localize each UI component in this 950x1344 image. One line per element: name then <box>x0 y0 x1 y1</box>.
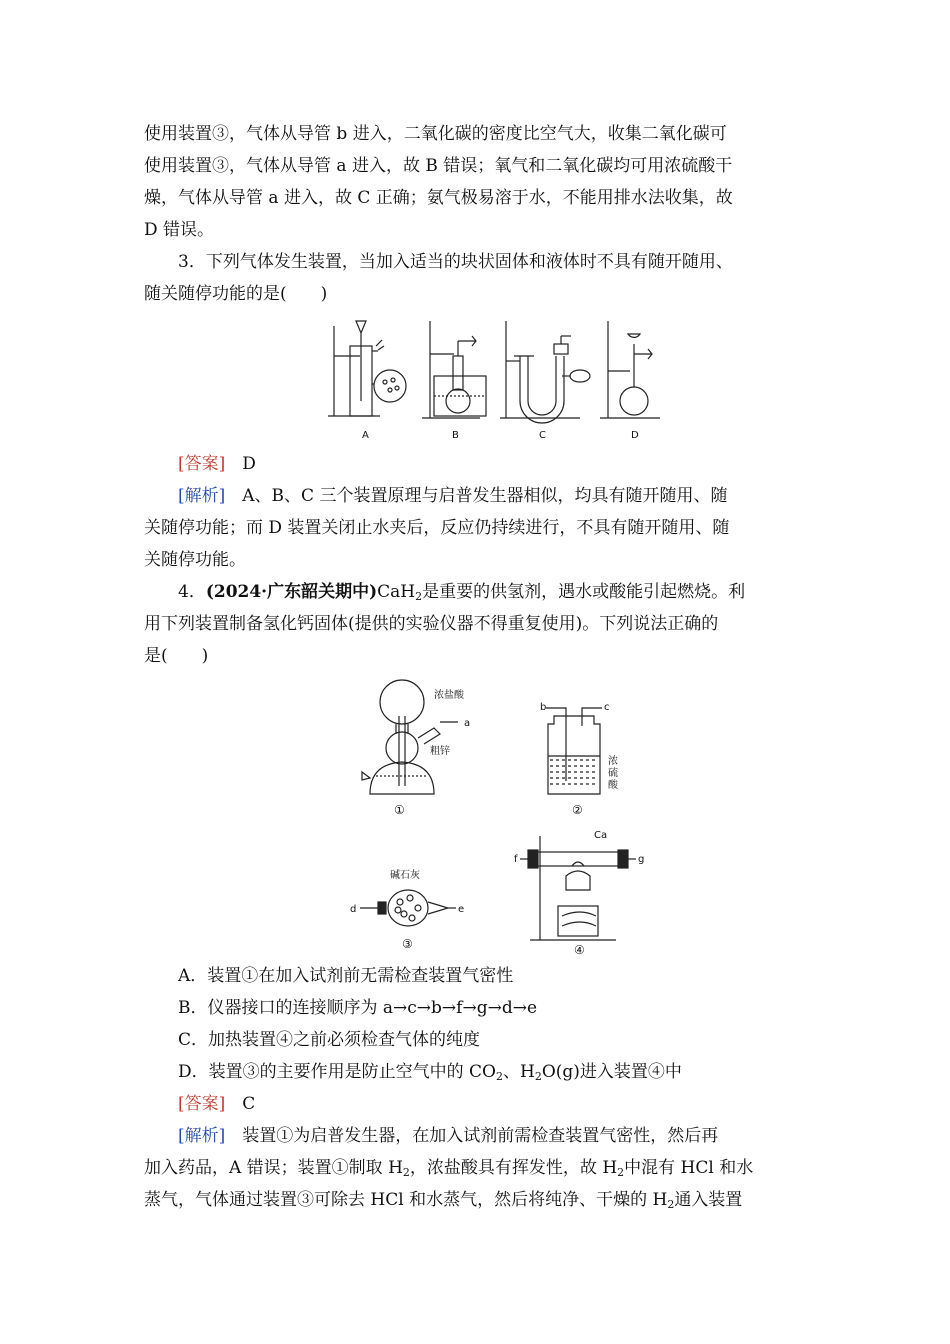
figure-label-a: A <box>362 430 369 441</box>
q3-apparatus-figure <box>320 316 680 446</box>
label-sulfuric-1: 浓 <box>608 756 618 767</box>
text: 、H <box>502 1062 535 1082</box>
text-line: D 错误。 <box>144 220 215 240</box>
port-b: b <box>540 702 547 713</box>
answer-value: D <box>242 454 256 474</box>
subscript: 2 <box>402 1166 410 1179</box>
port-c: c <box>604 702 610 713</box>
caption-3: ③ <box>402 937 413 951</box>
analysis-text: A、B、C 三个装置原理与启普发生器相似，均具有随开随用、随 <box>242 486 728 506</box>
analysis-tag: [解析] <box>178 1126 226 1146</box>
q4-analysis-line3 <box>144 1184 806 1221</box>
q3-analysis-line3: 关随停功能。 <box>144 550 246 570</box>
text-line: 使用装置③，气体从导管 a 进入，故 B 错误；氧气和二氧化碳均可用浓硫酸干 <box>144 156 733 176</box>
port-d: d <box>350 904 357 915</box>
subscript: 2 <box>534 1070 542 1083</box>
drying-tube <box>360 890 456 926</box>
label-sulfuric-2: 硫 <box>608 768 618 779</box>
option-c: C．加热装置④之前必须检查气体的纯度 <box>178 1030 481 1050</box>
option-b: B．仪器接口的连接顺序为 a→c→b→f→g→d→e <box>178 998 538 1018</box>
answer-tag: [答案] <box>178 454 226 474</box>
label-ca: Ca <box>594 830 608 841</box>
figure-label-d: D <box>631 430 639 441</box>
q4-apparatus-figure <box>340 676 650 958</box>
option-a: A．装置①在加入试剂前无需检查装置气密性 <box>178 966 514 986</box>
figure-label-c: C <box>539 430 546 441</box>
apparatus-d <box>600 321 660 418</box>
figure-label-b: B <box>452 430 459 441</box>
port-f: f <box>514 854 518 865</box>
subscript: 2 <box>495 1070 503 1083</box>
text: 加入药品，A 错误；装置①制取 H <box>144 1158 403 1178</box>
text-line: 使用装置③，气体从导管 b 进入，二氧化碳的密度比空气大，收集二氧化碳可 <box>144 124 727 144</box>
caption-2: ② <box>572 803 583 817</box>
port-a: a <box>464 718 471 729</box>
q4-answer <box>144 1088 806 1120</box>
apparatus-c <box>500 321 590 423</box>
q4-analysis-line1 <box>144 1120 806 1152</box>
text-line: 燥，气体从导管 a 进入，故 C 正确；氨气极易溶于水，不能用排水法收集，故 <box>144 188 733 208</box>
label-zinc: 粗锌 <box>430 746 450 757</box>
text: 蒸气，气体通过装置③可除去 HCl 和水蒸气，然后将纯净、干燥的 H <box>144 1190 668 1210</box>
text: CaH <box>377 582 416 602</box>
apparatus-b <box>422 321 486 418</box>
port-g: g <box>638 854 645 865</box>
analysis-tag: [解析] <box>178 486 226 506</box>
question-4-line3: 是( ) <box>144 646 209 666</box>
text: 通入装置 <box>674 1190 743 1210</box>
label-acid: 浓盐酸 <box>434 690 464 701</box>
subscript: 2 <box>415 590 423 603</box>
question-3-line1: 3．下列气体发生装置，当加入适当的块状固体和液体时不具有随开随用、 <box>178 252 733 272</box>
label-sulfuric-3: 酸 <box>608 780 618 791</box>
gas-wash-bottle <box>546 708 602 794</box>
question-3-line2: 随关随停功能的是( ) <box>144 284 328 304</box>
answer-value: C <box>242 1094 256 1114</box>
question-4-line2: 用下列装置制备氢化钙固体(提供的实验仪器不得重复使用)。下列说法正确的 <box>144 614 719 634</box>
subscript: 2 <box>617 1166 625 1179</box>
caption-4: ④ <box>574 943 585 957</box>
answer-tag: [答案] <box>178 1094 226 1114</box>
apparatus-a <box>328 321 406 416</box>
q3-answer <box>144 448 806 480</box>
question-source: (2024·广东韶关期中) <box>205 582 378 602</box>
caption-1: ① <box>394 803 405 817</box>
q3-analysis-line2: 关随停功能；而 D 装置关闭止水夹后，反应仍持续进行，不具有随开随用、随 <box>144 518 730 538</box>
question-number: 4． <box>178 582 206 602</box>
text: O(g)进入装置④中 <box>541 1062 682 1082</box>
port-e: e <box>458 904 465 915</box>
subscript: 2 <box>667 1198 675 1211</box>
text: 是重要的供氢剂，遇水或酸能引起燃烧。利 <box>422 582 746 602</box>
analysis-text: 装置①为启普发生器，在加入试剂前需检查装置气密性，然后再 <box>242 1126 719 1146</box>
q3-analysis-line1 <box>144 480 806 512</box>
text: D．装置③的主要作用是防止空气中的 CO <box>178 1062 496 1082</box>
text: ，浓盐酸具有挥发性，故 H <box>409 1158 618 1178</box>
label-soda-lime: 碱石灰 <box>390 870 420 881</box>
text: 中混有 HCl 和水 <box>624 1158 754 1178</box>
reaction-tube-heater <box>520 836 636 940</box>
